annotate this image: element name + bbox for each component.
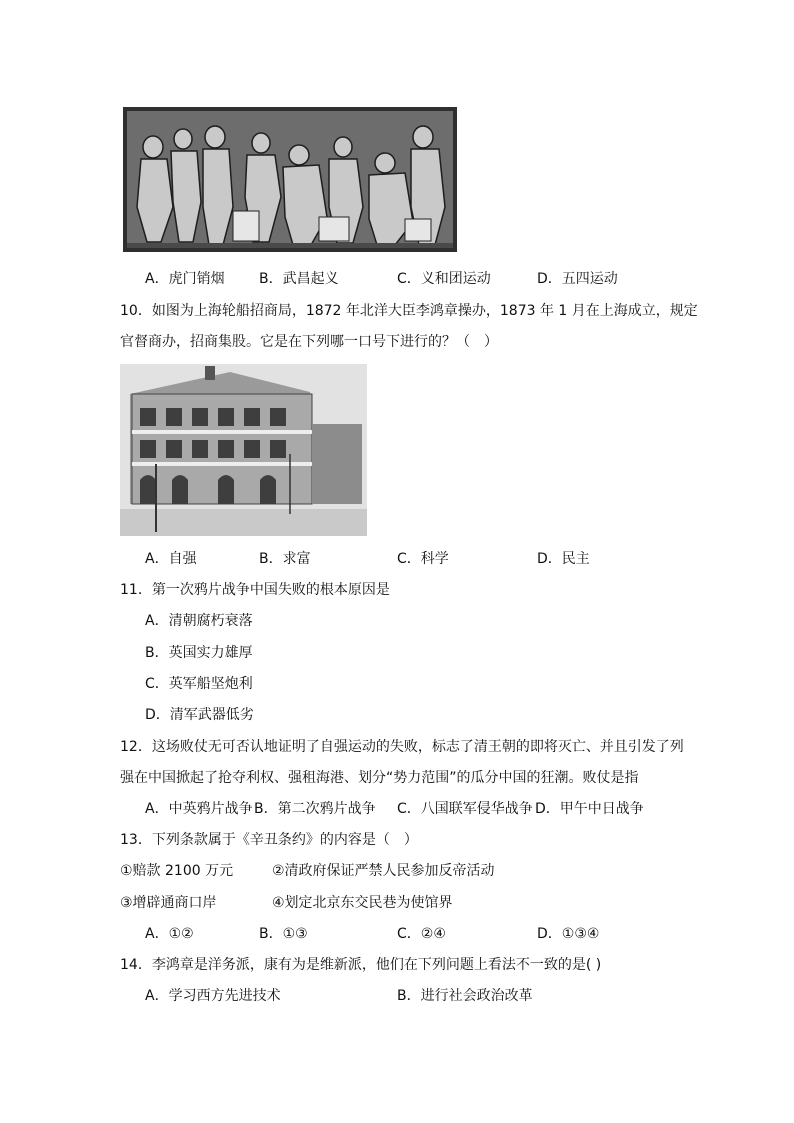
q11-option-c[interactable]: C．英军船坚炮利 — [145, 676, 253, 692]
building-photo-image — [120, 364, 367, 536]
q10-option-d[interactable]: D．民主 — [537, 551, 590, 567]
q14-option-b[interactable]: B．进行社会政治改革 — [397, 988, 533, 1004]
q10-stem-line2: 官督商办，招商集股。它是在下列哪一口号下进行的？（ ） — [120, 334, 498, 350]
building-photo-icon — [120, 364, 367, 536]
q11-stem: 11．第一次鸦片战争中国失败的根本原因是 — [120, 582, 390, 598]
q13-item-1: ①赔款 2100 万元 — [120, 863, 234, 879]
q13-option-a[interactable]: A．①② — [145, 926, 194, 942]
q13-option-b[interactable]: B．①③ — [259, 926, 308, 942]
q11-option-a[interactable]: A．清朝腐朽衰落 — [145, 613, 253, 629]
q10-option-a[interactable]: A．自强 — [145, 551, 197, 567]
relief-sculpture-image — [123, 107, 457, 252]
q13-item-3: ③增辟通商口岸 — [120, 895, 217, 911]
q12-option-a[interactable]: A．中英鸦片战争 — [145, 801, 253, 817]
q11-option-d[interactable]: D．清军武器低劣 — [145, 707, 254, 723]
q12-option-c[interactable]: C．八国联军侵华战争 — [397, 801, 533, 817]
q9-option-a[interactable]: A．虎门销烟 — [145, 271, 225, 287]
q13-option-c[interactable]: C．②④ — [397, 926, 446, 942]
q14-option-a[interactable]: A．学习西方先进技术 — [145, 988, 281, 1004]
q12-option-d[interactable]: D．甲午中日战争 — [535, 801, 644, 817]
q10-option-c[interactable]: C．科学 — [397, 551, 449, 567]
q9-option-d[interactable]: D．五四运动 — [537, 271, 618, 287]
q12-option-b[interactable]: B．第二次鸦片战争 — [254, 801, 376, 817]
q10-stem-line1: 10．如图为上海轮船招商局，1872 年北洋大臣李鸿章操办，1873 年 1 月在上海成立，规定 — [120, 303, 698, 319]
q10-option-b[interactable]: B．求富 — [259, 551, 311, 567]
q13-item-4: ④划定北京东交民巷为使馆界 — [272, 895, 453, 911]
q11-option-b[interactable]: B．英国实力雄厚 — [145, 645, 253, 661]
q13-item-2: ②清政府保证严禁人民参加反帝活动 — [272, 863, 495, 879]
q12-stem-line1: 12．这场败仗无可否认地证明了自强运动的失败，标志了清王朝的即将灭亡、并且引发了列 — [120, 739, 684, 755]
q14-stem: 14．李鸿章是洋务派，康有为是维新派，他们在下列问题上看法不一致的是( ) — [120, 957, 602, 973]
q13-option-d[interactable]: D．①③④ — [537, 926, 600, 942]
q9-option-c[interactable]: C．义和团运动 — [397, 271, 491, 287]
q13-stem: 13．下列条款属于《辛丑条约》的内容是（ ） — [120, 832, 418, 848]
q9-option-b[interactable]: B．武昌起义 — [259, 271, 339, 287]
relief-sculpture-icon — [123, 107, 457, 252]
q12-stem-line2: 强在中国掀起了抢夺利权、强租海港、划分“势力范围”的瓜分中国的狂潮。败仗是指 — [120, 770, 639, 786]
